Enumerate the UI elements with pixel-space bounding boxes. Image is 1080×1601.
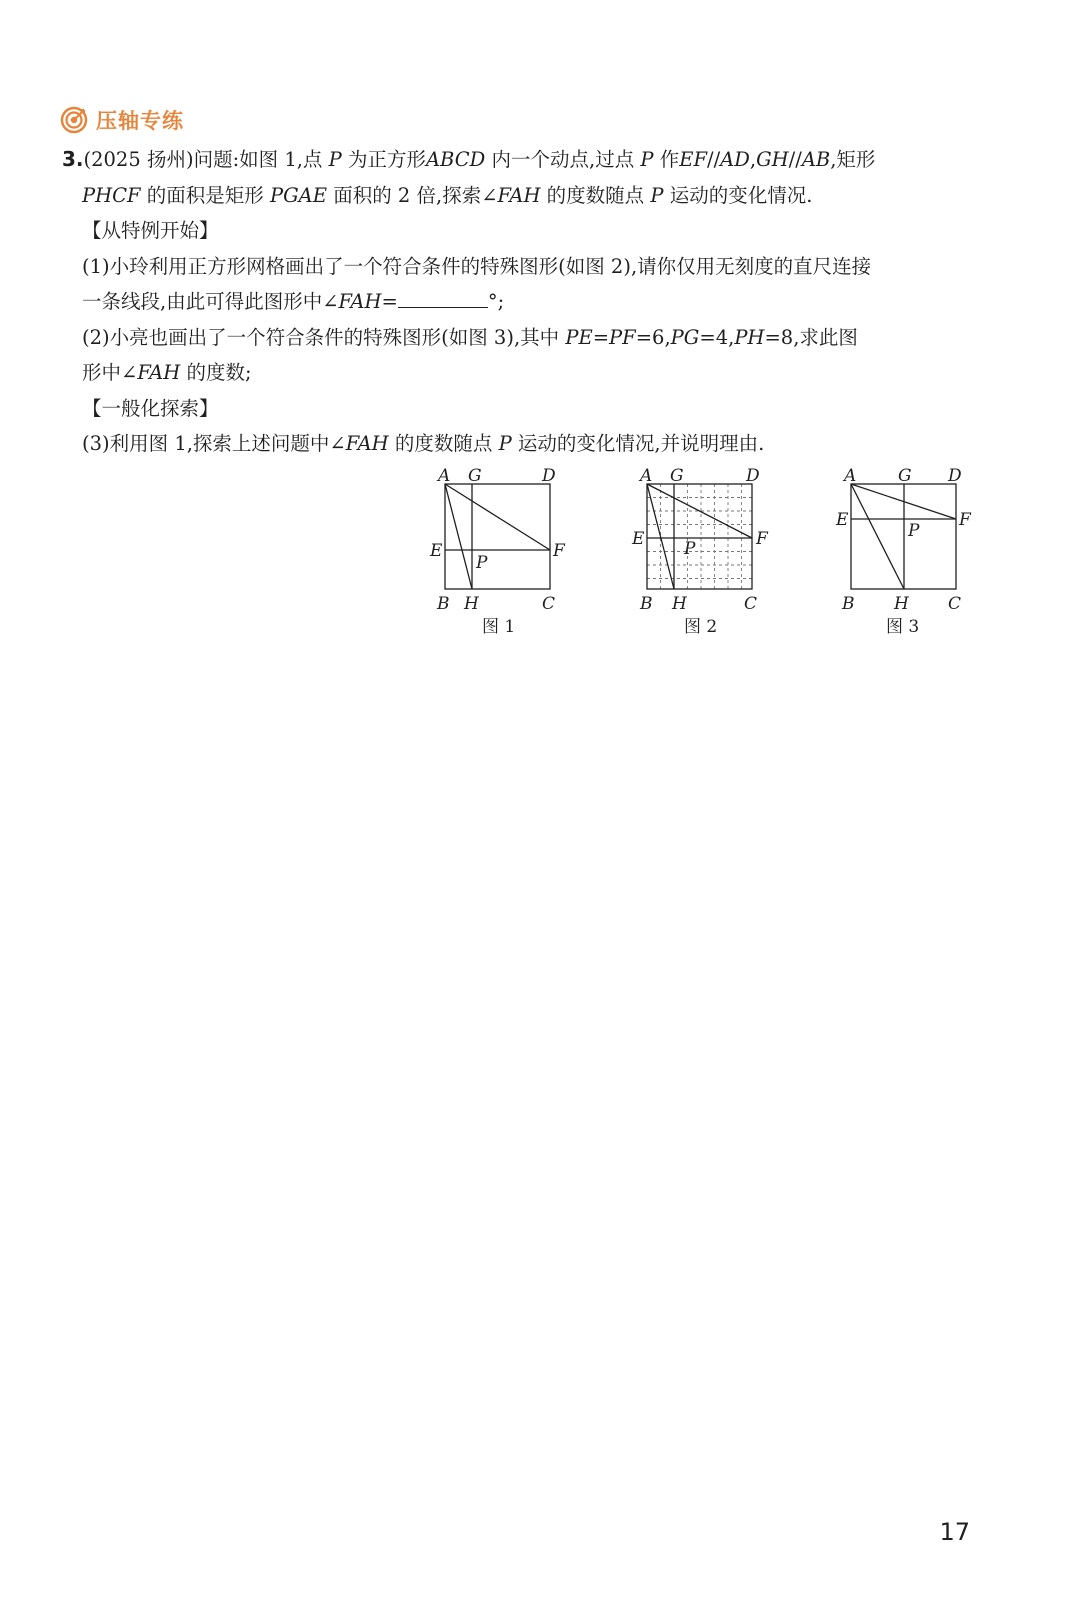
section-header	[60, 104, 184, 136]
math: GH	[756, 148, 789, 171]
math: P	[328, 148, 342, 171]
math: FAH	[497, 183, 541, 207]
label-p: P	[908, 521, 920, 541]
text: =8,求此图	[764, 325, 858, 349]
text: 内一个动点,过点	[485, 148, 641, 171]
question-1-line-1: (1)小玲利用正方形网格画出了一个符合条件的特殊图形(如图 2),请你仅用无刻度的直尺连接	[82, 254, 872, 278]
label-d: D	[948, 466, 962, 486]
text: (2)小亮也画出了一个符合条件的特殊图形(如图 3),其中	[82, 325, 566, 349]
text: 作	[653, 148, 680, 171]
label-b: B	[437, 594, 450, 614]
label-p: P	[684, 539, 696, 559]
label-g: G	[898, 466, 912, 486]
label-e: E	[430, 541, 443, 561]
text: 运动的变化情况.	[663, 183, 813, 207]
label-h: H	[464, 594, 479, 614]
math: P	[498, 432, 512, 455]
label-d: D	[746, 466, 760, 486]
text: 问题:如图 1,点	[193, 148, 329, 171]
label-g: G	[468, 466, 482, 486]
segment-ah	[851, 484, 904, 589]
text: 的度数;	[180, 361, 252, 384]
label-a: A	[438, 466, 451, 486]
text: 为正方形	[341, 148, 426, 171]
figure-caption: 图 3	[886, 617, 920, 637]
problem-block	[62, 142, 992, 462]
math: P	[650, 183, 664, 207]
math: PE	[565, 325, 593, 349]
special-case-header: 【从特例开始】	[82, 219, 219, 242]
figure-3	[834, 464, 994, 644]
label-b: B	[640, 594, 653, 614]
label-f: F	[553, 541, 565, 561]
text: =4,	[699, 325, 735, 349]
text: ,矩形	[830, 148, 876, 171]
problem-source: (2025 扬州)	[83, 148, 194, 171]
figure-2	[630, 464, 790, 644]
problem-line-2	[62, 178, 992, 214]
segment-af	[647, 484, 752, 538]
question-2-line-2	[62, 355, 992, 391]
figure-caption: 图 1	[482, 617, 516, 637]
question-number: 3.	[62, 147, 84, 171]
label-a: A	[844, 466, 857, 486]
text: =	[592, 325, 610, 349]
square-abcd	[647, 484, 752, 589]
math: FAH	[137, 361, 181, 384]
text: =	[381, 290, 398, 313]
segment-ah	[647, 484, 674, 589]
problem-line-1	[62, 142, 992, 178]
text: //	[707, 148, 721, 171]
label-e: E	[836, 510, 849, 530]
label-a: A	[640, 466, 653, 486]
question-2-line-1	[62, 320, 992, 356]
label-h: H	[894, 594, 909, 614]
text: //	[788, 148, 802, 171]
section-title: 压轴专练	[96, 109, 184, 133]
page-number: 17	[939, 1518, 970, 1546]
text: (3)利用图 1,探索上述问题中∠	[82, 432, 346, 455]
math: AD	[720, 148, 750, 171]
math: PH	[734, 325, 765, 349]
text: =6,	[635, 325, 671, 349]
figure-caption: 图 2	[684, 617, 718, 637]
text: 运动的变化情况,并说明理由.	[511, 432, 765, 455]
text: 的度数随点	[388, 432, 499, 455]
label-b: B	[842, 594, 855, 614]
text: 面积的 2 倍,探索∠	[327, 183, 498, 207]
figure-1	[428, 464, 588, 644]
math: AB	[801, 148, 831, 171]
label-f: F	[959, 510, 971, 530]
math: PG	[670, 325, 700, 349]
text: 一条线段,由此可得此图形中∠	[82, 290, 339, 313]
target-icon	[60, 106, 88, 134]
label-g: G	[670, 466, 684, 486]
text: 的度数随点	[540, 183, 651, 207]
text: 形中∠	[82, 361, 138, 384]
segment-ah	[445, 484, 472, 589]
math: PGAE	[269, 183, 327, 207]
text: °;	[487, 290, 505, 313]
label-c: C	[542, 594, 556, 614]
label-h: H	[672, 594, 687, 614]
label-d: D	[542, 466, 556, 486]
segment-af	[445, 484, 550, 550]
math: FAH	[345, 432, 389, 455]
label-e: E	[632, 529, 645, 549]
text: ,	[749, 148, 757, 171]
math: EF	[679, 148, 708, 171]
question-3-line	[62, 426, 992, 462]
label-p: P	[476, 553, 488, 573]
math: FAH	[338, 290, 382, 313]
math: PF	[609, 325, 636, 349]
question-1-line-2	[62, 284, 992, 320]
grid-lines	[647, 484, 752, 589]
label-f: F	[756, 529, 768, 549]
label-c: C	[744, 594, 758, 614]
math: ABCD	[425, 148, 486, 171]
general-exploration-header: 【一般化探索】	[82, 396, 219, 420]
text: 的面积是矩形	[140, 183, 270, 207]
answer-blank[interactable]	[398, 289, 488, 308]
square-abcd	[445, 484, 550, 589]
label-c: C	[948, 594, 962, 614]
math: P	[640, 148, 654, 171]
math: PHCF	[82, 183, 141, 207]
